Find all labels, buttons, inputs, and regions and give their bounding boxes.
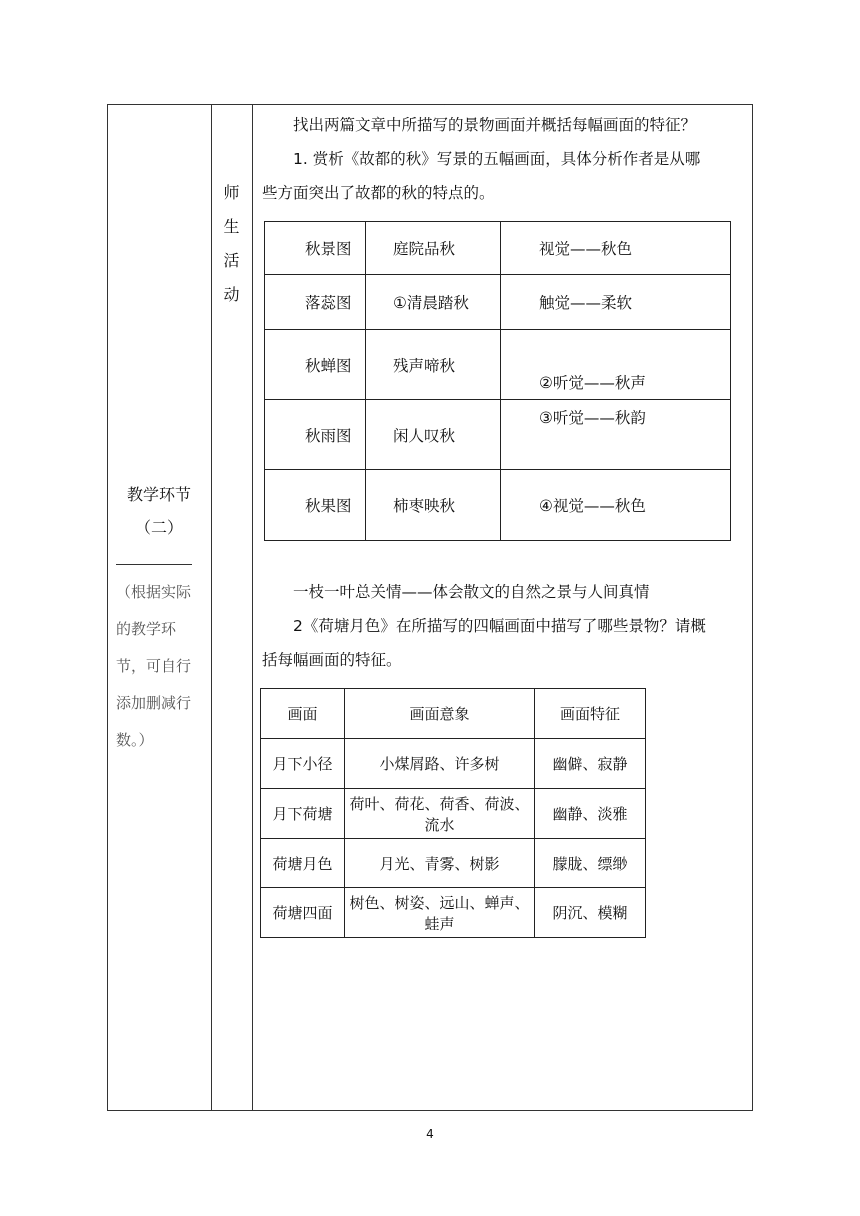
table-row [265, 222, 731, 275]
table-cell: 月下荷塘 [261, 789, 345, 839]
role-char: 师 [223, 183, 240, 202]
table-cell: 秋果图 [265, 470, 366, 541]
page-number: 4 [426, 1127, 434, 1141]
table-header-row [261, 689, 646, 739]
table-cell: 月下小径 [261, 739, 345, 789]
section-label: 教学环节 [126, 485, 191, 504]
table-cell: 幽僻、寂静 [535, 739, 646, 789]
table-cell: 落蕊图 [265, 275, 366, 330]
column-divider [252, 104, 253, 1111]
autumn-scenes-table [264, 221, 731, 541]
column-header: 画面 [261, 689, 345, 739]
table-cell: 残声啼秋 [366, 330, 501, 400]
table-cell: 树色、树姿、远山、蝉声、蛙声 [345, 888, 535, 938]
table-cell: 朦胧、缥缈 [535, 839, 646, 888]
table-cell: 秋蝉图 [265, 330, 366, 400]
table-row [261, 888, 646, 938]
motto-heading: 一枝一叶总关情——体会散文的自然之景与人间真情 [293, 583, 650, 601]
table-row [261, 839, 646, 888]
table-row [265, 330, 731, 400]
table-cell: 荷塘四面 [261, 888, 345, 938]
table-cell: ①清晨踏秋 [366, 275, 501, 330]
question-1: 找出两篇文章中所描写的景物画面并概括每幅画面的特征？ [293, 116, 697, 134]
role-char: 活 [223, 251, 240, 270]
table-cell: 小煤屑路、许多树 [345, 739, 535, 789]
table-cell: 月光、青雾、树影 [345, 839, 535, 888]
question-1-detail-cont: 些方面突出了故都的秋的特点的。 [262, 184, 495, 202]
question-2-cont: 括每幅画面的特征。 [262, 651, 402, 669]
column-header: 画面特征 [535, 689, 646, 739]
table-row [265, 470, 731, 541]
table-row [265, 400, 731, 470]
table-row [261, 739, 646, 789]
question-1-detail: 1. 赏析《故都的秋》写景的五幅画面，具体分析作者是从哪 [293, 150, 701, 168]
table-cell: 庭院品秋 [366, 222, 501, 275]
lotus-pond-table [260, 688, 646, 938]
table-cell: 幽静、淡雅 [535, 789, 646, 839]
table-cell: 柿枣映秋 [366, 470, 501, 541]
section-number: （二） [134, 518, 183, 537]
table-cell: ④视觉——秋色 [501, 470, 731, 541]
role-char: 生 [223, 217, 240, 236]
table-cell: ③听觉——秋韵 [501, 400, 731, 470]
table-cell: 闲人叹秋 [366, 400, 501, 470]
table-row [261, 789, 646, 839]
column-header: 画面意象 [345, 689, 535, 739]
divider-line [116, 564, 192, 565]
role-char: 动 [223, 285, 240, 304]
table-cell: 触觉——柔软 [501, 275, 731, 330]
table-cell: 荷叶、荷花、荷香、荷波、流水 [345, 789, 535, 839]
table-cell: 阴沉、模糊 [535, 888, 646, 938]
table-cell: 荷塘月色 [261, 839, 345, 888]
adjust-note: （根据实际 的教学环 节，可自行 添加删减行 数。） [116, 583, 192, 749]
table-cell: ②听觉——秋声 [501, 330, 731, 400]
table-row [265, 275, 731, 330]
table-cell: 秋雨图 [265, 400, 366, 470]
table-cell: 秋景图 [265, 222, 366, 275]
table-cell: 视觉——秋色 [501, 222, 731, 275]
question-2: 2《荷塘月色》在所描写的四幅画面中描写了哪些景物？请概 [293, 617, 706, 635]
